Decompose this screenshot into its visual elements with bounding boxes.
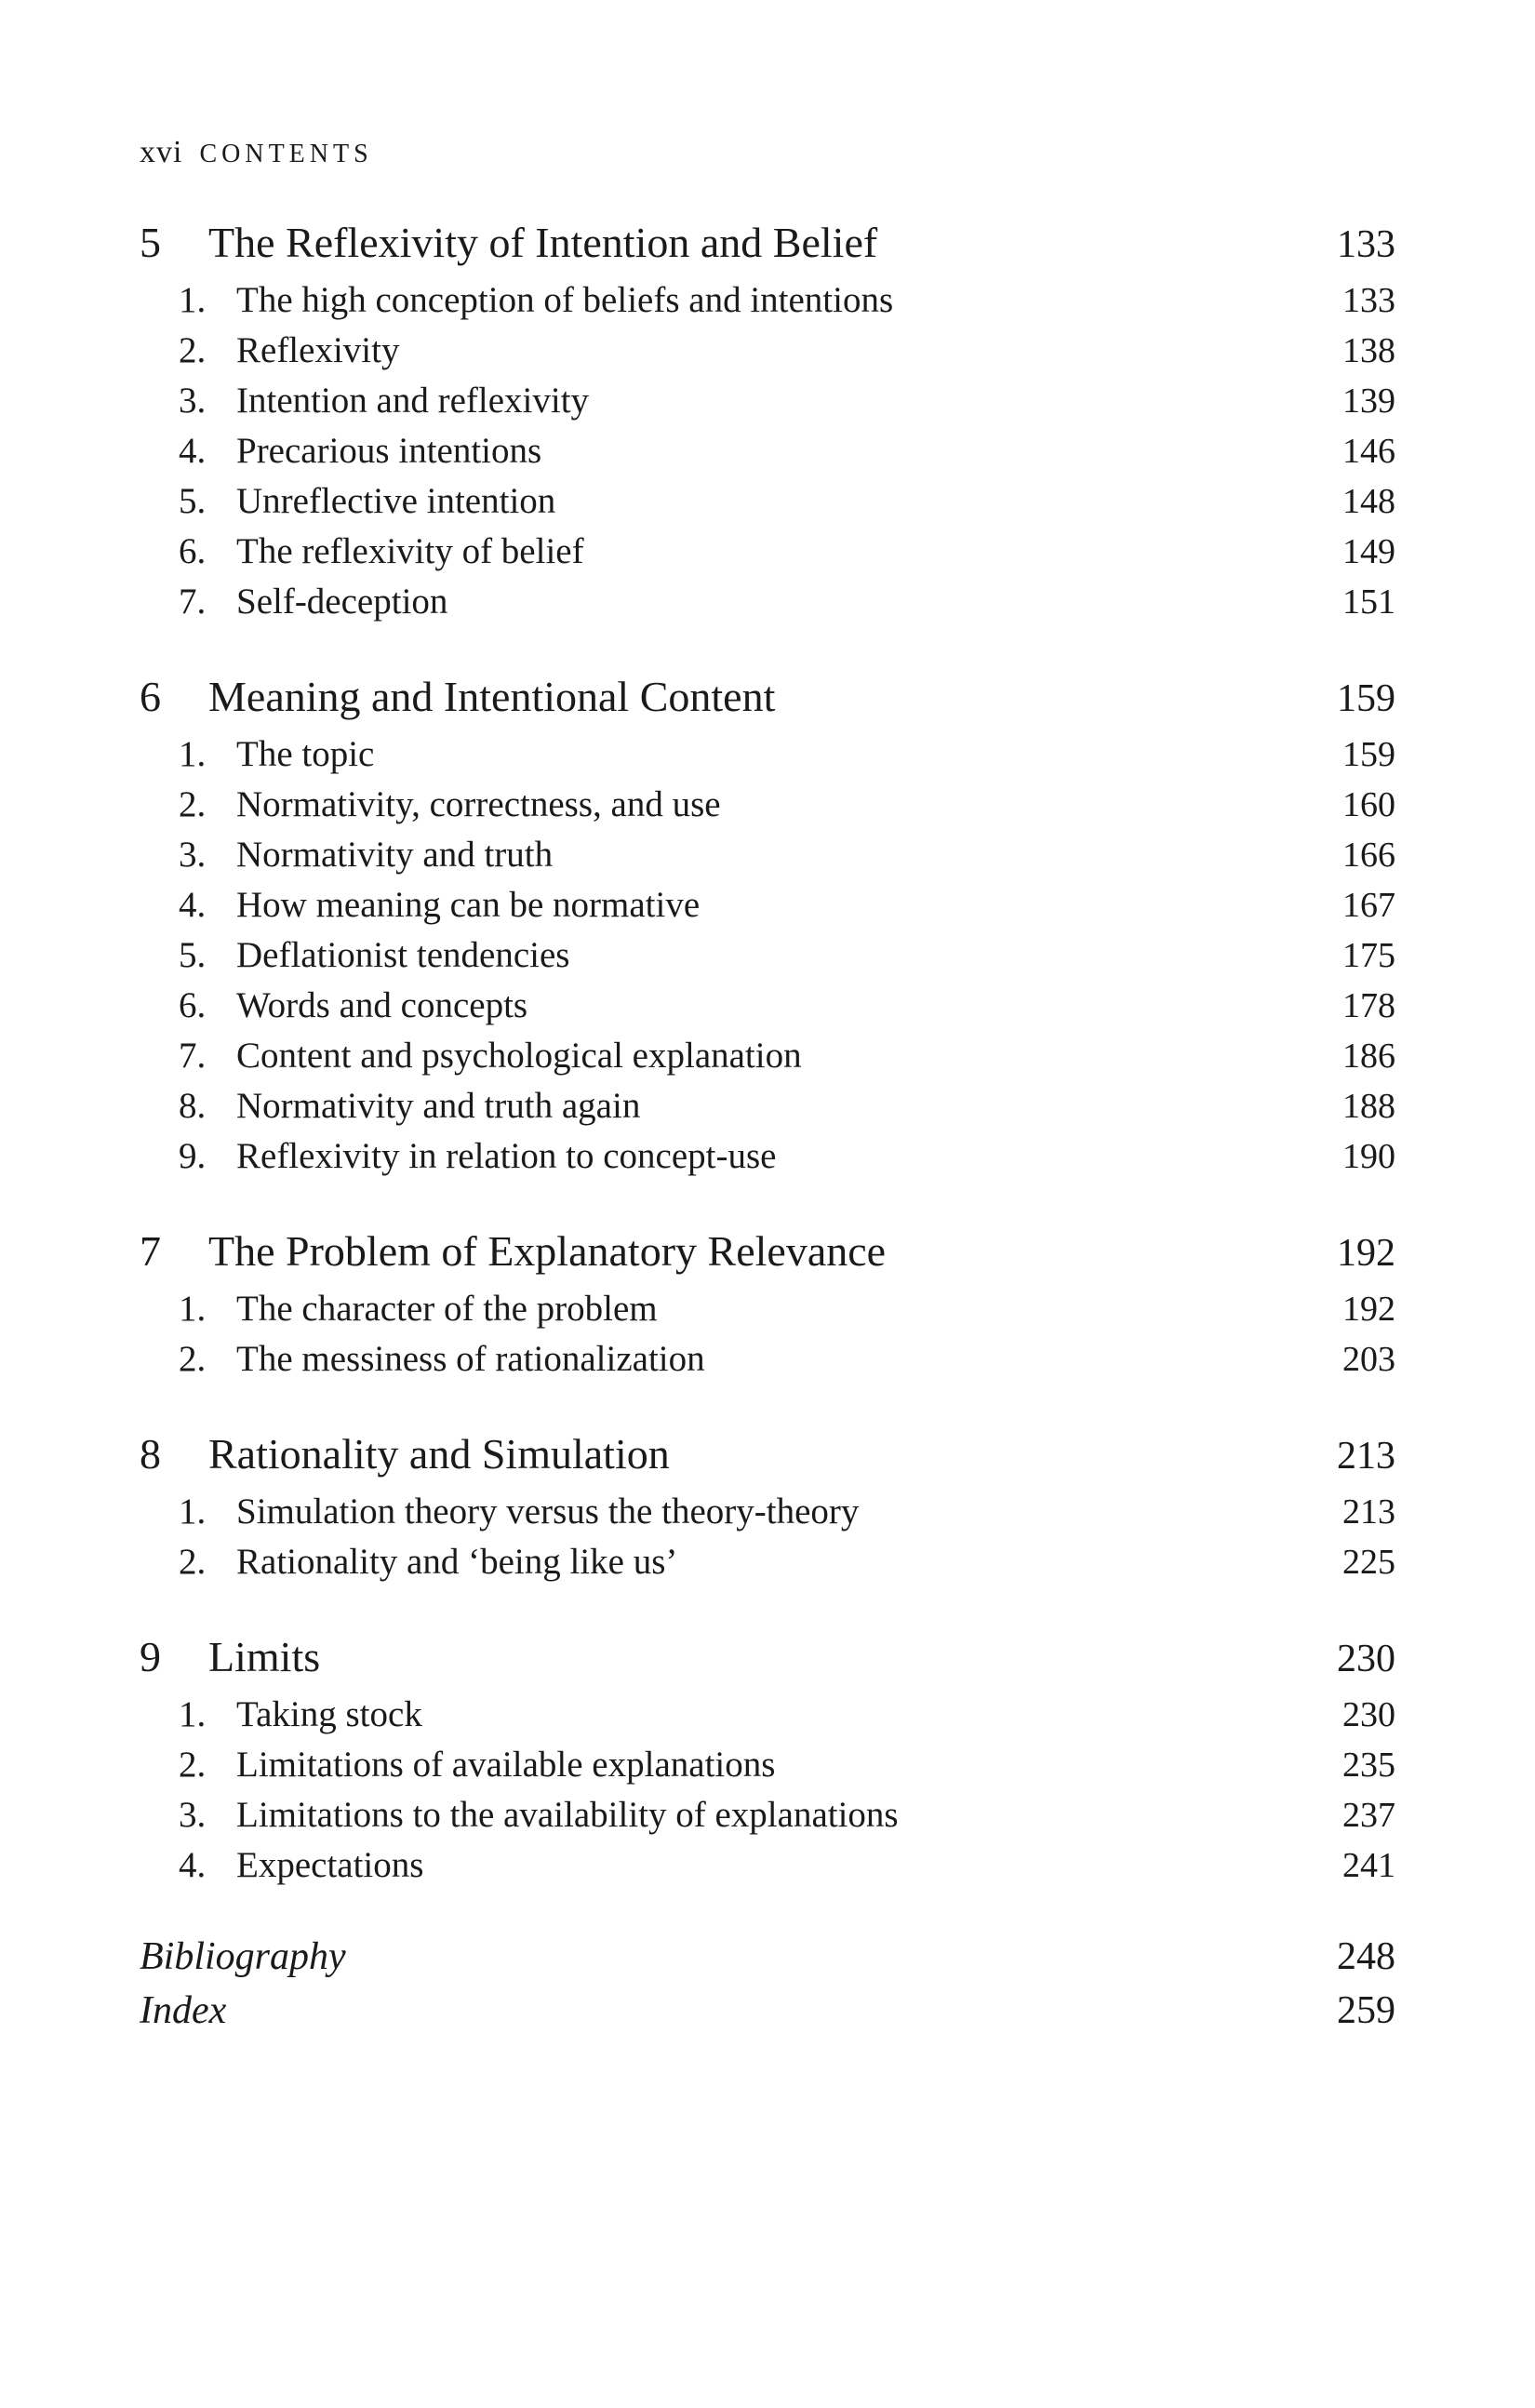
section-title: Self-deception <box>236 582 448 622</box>
section-number: 1. <box>179 1289 207 1329</box>
section-page-number: 160 <box>1342 785 1395 824</box>
section-entry-left <box>179 930 569 981</box>
section-entry <box>140 1790 1395 1840</box>
section-number: 5. <box>179 935 207 975</box>
section-title: Reflexivity in relation to concept-use <box>236 1136 777 1176</box>
section-number: 5. <box>179 481 207 521</box>
section-title: The high conception of beliefs and intentions <box>236 280 894 320</box>
section-page-number: 167 <box>1342 886 1395 925</box>
backmatter-label: Index <box>140 1989 227 2032</box>
section-number: 3. <box>179 1795 207 1835</box>
section-entry <box>140 1334 1395 1385</box>
chapter-number: 8 <box>140 1430 161 1478</box>
section-page-number: 230 <box>1342 1695 1395 1734</box>
section-title: The messiness of rationalization <box>236 1339 705 1379</box>
chapter-heading <box>140 212 1395 275</box>
section-entry <box>140 476 1395 527</box>
chapter-page-number: 133 <box>1337 223 1395 266</box>
section-entry <box>140 930 1395 981</box>
section-entry <box>140 1740 1395 1790</box>
section-number: 6. <box>179 985 207 1025</box>
section-entry <box>140 1690 1395 1740</box>
section-entry <box>140 275 1395 326</box>
section-number: 3. <box>179 381 207 421</box>
section-entry-left <box>179 275 893 326</box>
section-page-number: 133 <box>1342 281 1395 320</box>
chapter-title: Rationality and Simulation <box>208 1430 670 1478</box>
section-page-number: 178 <box>1342 986 1395 1025</box>
chapter-heading-left <box>140 1626 320 1688</box>
section-page-number: 186 <box>1342 1037 1395 1076</box>
section-entry <box>140 830 1395 880</box>
toc-chapter <box>140 1424 1395 1587</box>
section-page-number: 190 <box>1342 1137 1395 1176</box>
section-page-number: 149 <box>1342 532 1395 571</box>
section-title: Unreflective intention <box>236 481 556 521</box>
section-entry <box>140 1537 1395 1587</box>
chapter-number: 5 <box>140 219 161 266</box>
section-number: 4. <box>179 885 207 925</box>
chapter-title: Limits <box>208 1633 321 1680</box>
section-entry-left <box>179 577 447 627</box>
section-number: 7. <box>179 1036 207 1076</box>
section-page-number: 235 <box>1342 1746 1395 1785</box>
section-title: Expectations <box>236 1845 424 1885</box>
section-page-number: 203 <box>1342 1340 1395 1379</box>
toc-chapter <box>140 1221 1395 1385</box>
section-entry <box>140 376 1395 426</box>
toc-chapter <box>140 1626 1395 1891</box>
page-folio: xvi <box>140 135 183 169</box>
section-title: How meaning can be normative <box>236 885 701 925</box>
section-entry-left <box>179 426 541 476</box>
section-page-number: 213 <box>1342 1492 1395 1532</box>
section-title: Intention and reflexivity <box>236 381 590 421</box>
section-entry <box>140 326 1395 376</box>
backmatter-entry <box>140 1984 1395 2038</box>
section-number: 1. <box>179 734 207 774</box>
section-page-number: 139 <box>1342 381 1395 421</box>
section-entry <box>140 729 1395 780</box>
section-entry-left <box>179 376 589 426</box>
backmatter-entry <box>140 1930 1395 1984</box>
section-entry-left <box>179 527 584 577</box>
section-number: 2. <box>179 1339 207 1379</box>
section-number: 4. <box>179 1845 207 1885</box>
section-entry <box>140 981 1395 1031</box>
section-entry <box>140 1840 1395 1891</box>
section-entry-left <box>179 1487 859 1537</box>
section-title: Content and psychological explanation <box>236 1036 802 1076</box>
section-entry-left <box>179 1081 640 1131</box>
chapter-heading <box>140 1626 1395 1690</box>
section-entry <box>140 880 1395 930</box>
chapter-page-number: 230 <box>1337 1638 1395 1680</box>
section-entry-left <box>179 1740 775 1790</box>
section-entry <box>140 1131 1395 1182</box>
section-title: Limitations to the availability of explanations <box>236 1795 899 1835</box>
section-entry <box>140 1284 1395 1334</box>
section-number: 1. <box>179 1694 207 1734</box>
chapter-page-number: 213 <box>1337 1435 1395 1478</box>
section-number: 3. <box>179 835 207 875</box>
section-title: The character of the problem <box>236 1289 658 1329</box>
section-entry-left <box>179 476 555 527</box>
running-head-title: CONTENTS <box>199 140 373 168</box>
section-entry <box>140 577 1395 627</box>
section-entry <box>140 527 1395 577</box>
section-number: 4. <box>179 431 207 471</box>
section-entry-left <box>179 981 527 1031</box>
section-entry <box>140 426 1395 476</box>
section-page-number: 175 <box>1342 936 1395 975</box>
section-title: Words and concepts <box>236 985 528 1025</box>
chapter-number: 7 <box>140 1227 161 1275</box>
section-entry-left <box>179 1840 423 1891</box>
section-number: 2. <box>179 1542 207 1582</box>
section-page-number: 146 <box>1342 432 1395 471</box>
section-entry-left <box>179 1790 899 1840</box>
section-title: Reflexivity <box>236 330 400 370</box>
chapter-title: Meaning and Intentional Content <box>208 673 776 720</box>
chapter-title: The Problem of Explanatory Relevance <box>208 1227 887 1275</box>
section-page-number: 148 <box>1342 482 1395 521</box>
chapter-heading-left <box>140 1424 670 1485</box>
section-entry-left <box>179 1131 777 1182</box>
section-entry-left <box>179 880 700 930</box>
section-page-number: 237 <box>1342 1796 1395 1835</box>
section-number: 8. <box>179 1086 207 1126</box>
section-page-number: 225 <box>1342 1543 1395 1582</box>
section-title: Normativity and truth <box>236 835 554 875</box>
chapter-page-number: 159 <box>1337 677 1395 720</box>
backmatter-list <box>140 1930 1395 2038</box>
section-entry-left <box>179 729 374 780</box>
section-page-number: 138 <box>1342 331 1395 370</box>
section-entry <box>140 780 1395 830</box>
section-entry <box>140 1031 1395 1081</box>
section-page-number: 159 <box>1342 735 1395 774</box>
section-entry-left <box>179 1690 422 1740</box>
section-title: The reflexivity of belief <box>236 531 584 571</box>
section-page-number: 151 <box>1342 582 1395 622</box>
section-entry <box>140 1081 1395 1131</box>
section-title: Taking stock <box>236 1694 422 1734</box>
chapter-heading <box>140 1424 1395 1487</box>
section-number: 6. <box>179 531 207 571</box>
section-title: Precarious intentions <box>236 431 542 471</box>
section-number: 2. <box>179 1745 207 1785</box>
section-number: 2. <box>179 330 207 370</box>
chapter-page-number: 192 <box>1337 1232 1395 1275</box>
section-page-number: 192 <box>1342 1290 1395 1329</box>
running-head <box>140 135 373 170</box>
section-title: Rationality and ‘being like us’ <box>236 1542 678 1582</box>
section-page-number: 188 <box>1342 1087 1395 1126</box>
section-number: 9. <box>179 1136 207 1176</box>
chapter-heading <box>140 1221 1395 1284</box>
backmatter-label: Bibliography <box>140 1935 346 1978</box>
section-title: Deflationist tendencies <box>236 935 570 975</box>
backmatter-page-number: 248 <box>1337 1935 1395 1978</box>
table-of-contents <box>140 212 1395 2038</box>
chapter-number: 9 <box>140 1633 161 1680</box>
section-entry-left <box>179 830 553 880</box>
section-entry-left <box>179 326 399 376</box>
section-entry <box>140 1487 1395 1537</box>
section-title: The topic <box>236 734 375 774</box>
backmatter-page-number: 259 <box>1337 1989 1395 2032</box>
section-entry-left <box>179 1537 677 1587</box>
section-entry-left <box>179 1334 705 1385</box>
section-entry-left <box>179 1284 658 1334</box>
toc-chapter <box>140 666 1395 1182</box>
chapter-heading-left <box>140 212 877 274</box>
chapter-title: The Reflexivity of Intention and Belief <box>208 219 878 266</box>
section-title: Limitations of available explanations <box>236 1745 776 1785</box>
section-entry-left <box>179 780 721 830</box>
section-number: 2. <box>179 784 207 824</box>
section-number: 1. <box>179 280 207 320</box>
chapter-number: 6 <box>140 673 161 720</box>
section-entry-left <box>179 1031 802 1081</box>
section-number: 1. <box>179 1492 207 1532</box>
chapter-heading <box>140 666 1395 729</box>
toc-chapter <box>140 212 1395 627</box>
section-page-number: 241 <box>1342 1846 1395 1885</box>
section-number: 7. <box>179 582 207 622</box>
section-page-number: 166 <box>1342 836 1395 875</box>
section-title: Simulation theory versus the theory-theory <box>236 1492 860 1532</box>
chapter-heading-left <box>140 666 775 728</box>
section-title: Normativity, correctness, and use <box>236 784 721 824</box>
section-title: Normativity and truth again <box>236 1086 641 1126</box>
chapter-heading-left <box>140 1221 886 1282</box>
